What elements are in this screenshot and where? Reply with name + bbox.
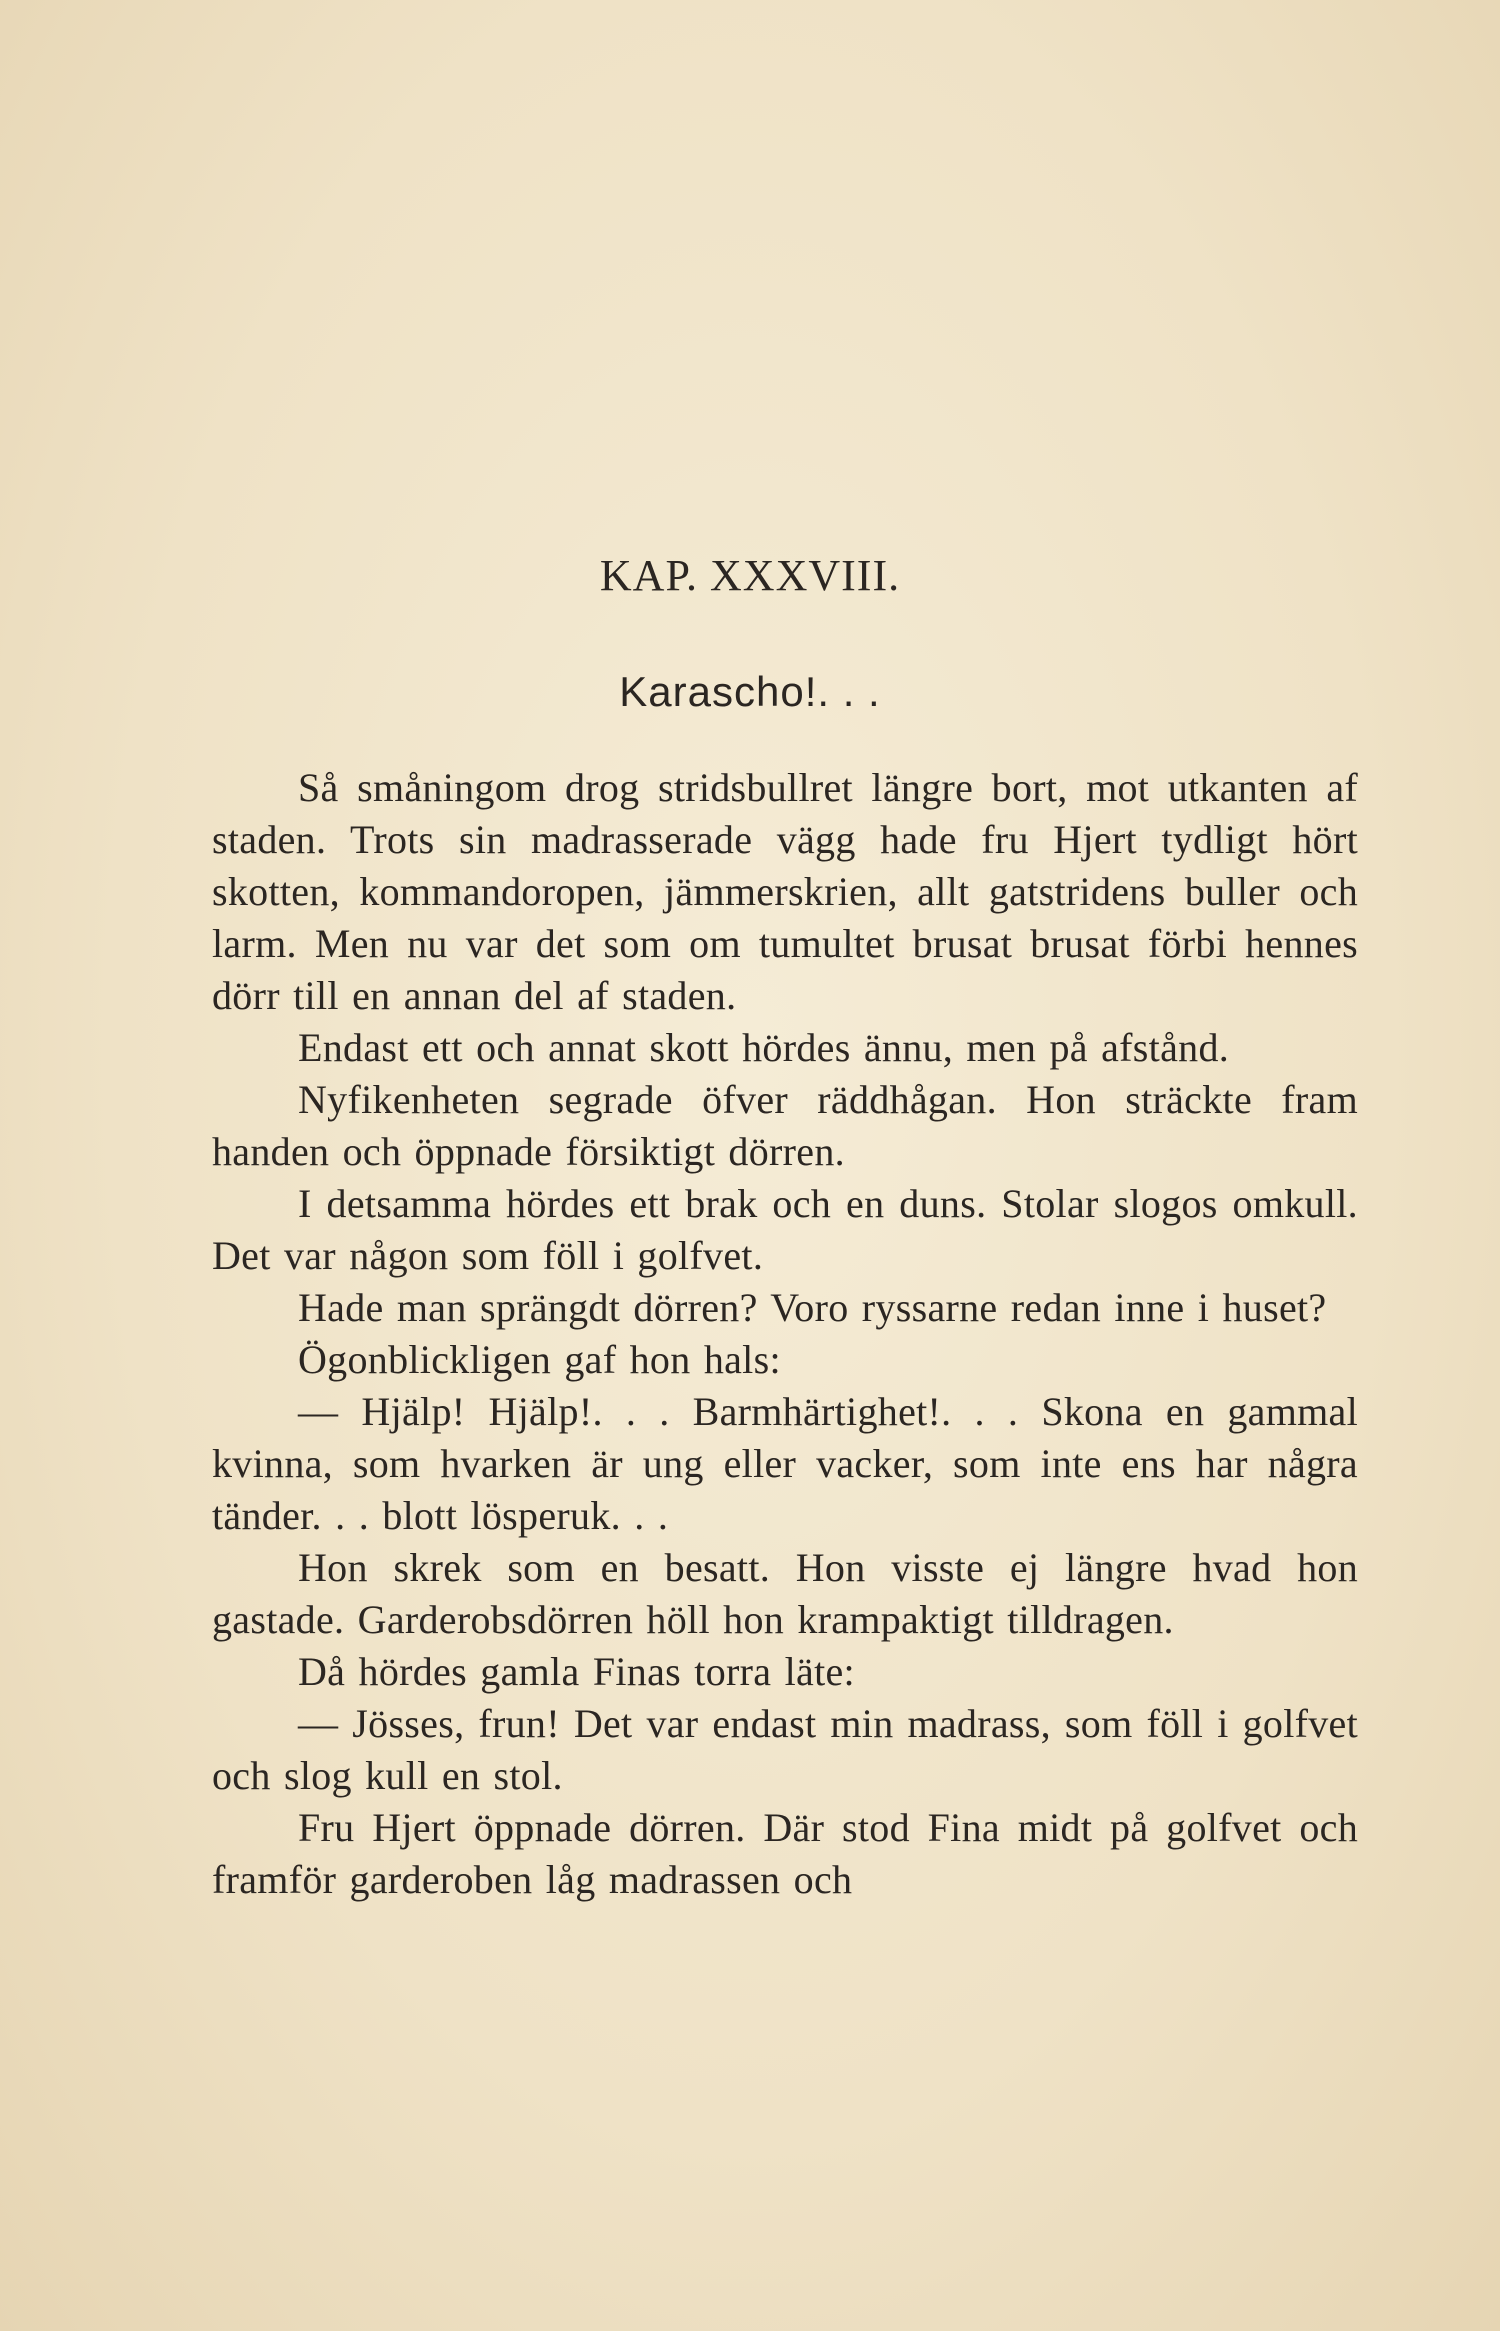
paragraph: Nyfikenheten segrade öfver räddhågan. Hon sträckte fram handen och öppnade försiktigt dörren. — [212, 1077, 1358, 1174]
paragraph: Hon skrek som en besatt. Hon visste ej längre hvad hon gastade. Garderobsdörren höll hon krampaktigt tilldragen. — [212, 1545, 1358, 1642]
paragraph: — Hjälp! Hjälp!. . . Barmhärtighet!. . . Skona en gammal kvinna, som hvarken är ung eller vacker, som inte ens har några tänder. . . blott lösperuk. . . — [212, 1389, 1358, 1538]
paragraph: Hade man sprängdt dörren? Voro ryssarne redan inne i huset? — [298, 1285, 1327, 1330]
paragraph: Endast ett och annat skott hördes ännu, men på afstånd. — [298, 1025, 1230, 1070]
paragraph: — Jösses, frun! Det var endast min madrass, som föll i golfvet och slog kull en stol. — [212, 1701, 1358, 1798]
paragraph: I detsamma hördes ett brak och en duns. Stolar slogos omkull. Det var någon som föll i golfvet. — [212, 1181, 1358, 1278]
chapter-heading: KAP. XXXVIII. — [599, 551, 901, 600]
chapter-body — [212, 762, 1358, 1906]
chapter-title: Karascho!. . . — [619, 668, 881, 715]
paragraph: Fru Hjert öppnade dörren. Där stod Fina midt på golfvet och framför garderoben låg madrassen och — [212, 1805, 1358, 1902]
paragraph: Så småningom drog stridsbullret längre bort, mot utkanten af staden. Trots sin madrasserade vägg hade fru Hjert tydligt hört skotten, kommandoropen, jämmerskrien, allt gatstridens buller och larm. Men nu var det som om tumultet brusat brusat förbi hennes dörr till en annan del af staden. — [212, 765, 1358, 1018]
paragraph: Ögonblickligen gaf hon hals: — [298, 1337, 781, 1382]
paragraph: Då hördes gamla Finas torra läte: — [298, 1649, 855, 1694]
